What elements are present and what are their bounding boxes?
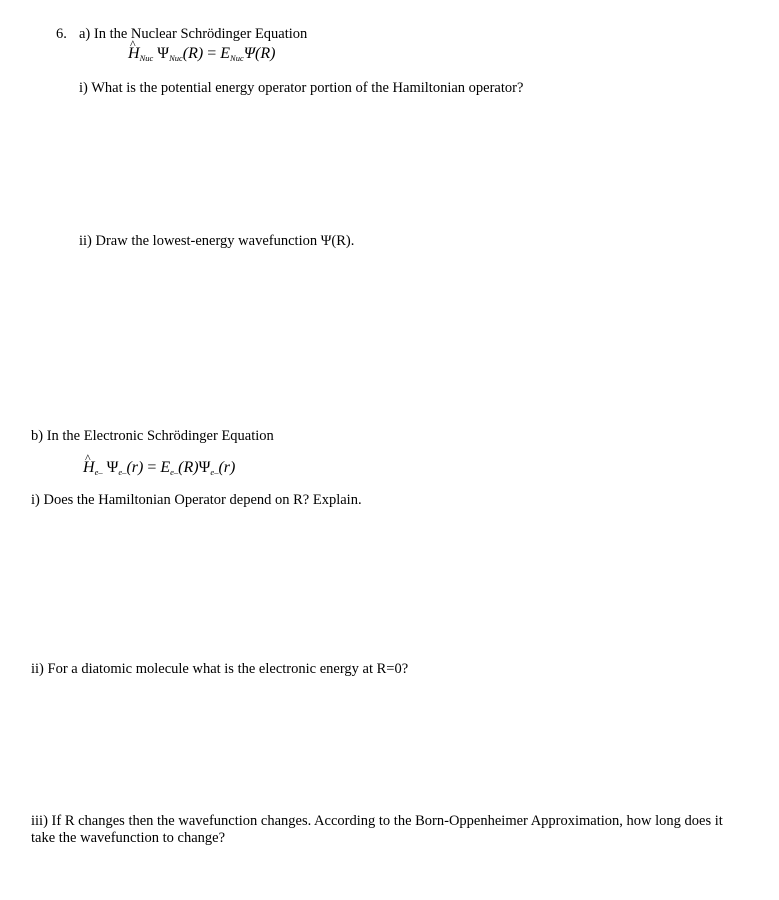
psi-rhs-subscript: e– — [210, 467, 219, 477]
rhs-wavefunction: Ψ(R) — [243, 45, 276, 62]
equals-sign: = — [203, 45, 221, 62]
energy-argument: (R) — [178, 459, 199, 476]
energy-symbol: E — [160, 459, 171, 476]
psi-symbol: Ψ — [157, 45, 170, 62]
rhs-argument: (r) — [218, 459, 236, 476]
psi-subscript: Nuc — [169, 53, 183, 63]
part-b-heading: b) In the Electronic Schrödinger Equation — [31, 428, 274, 444]
part-b-question-i: i) Does the Hamiltonian Operator depend on R? Explain. — [31, 492, 362, 508]
lhs-argument: (R) — [182, 45, 204, 62]
part-a-question-i: i) What is the potential energy operator portion of the Hamiltonian operator? — [79, 80, 524, 96]
psi-symbol: Ψ — [106, 459, 119, 476]
energy-subscript: e– — [170, 467, 179, 477]
question-number: 6. — [56, 26, 67, 42]
hamiltonian-operator: ^ H — [83, 459, 95, 477]
nuclear-schrodinger-equation — [128, 45, 275, 63]
equals-sign: = — [143, 459, 161, 476]
psi-subscript: e– — [118, 467, 127, 477]
electronic-schrodinger-equation — [83, 459, 235, 477]
part-b-question-ii: ii) For a diatomic molecule what is the electronic energy at R=0? — [31, 661, 409, 677]
energy-symbol: E — [220, 45, 231, 62]
lhs-argument: (r) — [126, 459, 144, 476]
hamiltonian-subscript: Nuc — [139, 53, 154, 63]
hamiltonian-subscript: e– — [94, 467, 103, 477]
part-b-question-iii: iii) If R changes then the wavefunction changes. According to the Born-Oppenheimer Approximation, how long does it take the wavefunction to change? — [31, 813, 723, 846]
hamiltonian-operator: ^ H — [128, 45, 140, 63]
energy-subscript: Nuc — [230, 53, 244, 63]
psi-symbol-rhs: Ψ — [198, 459, 211, 476]
part-a-question-ii: ii) Draw the lowest-energy wavefunction Ψ(R). — [79, 233, 355, 249]
part-a-heading: a) In the Nuclear Schrödinger Equation — [79, 26, 308, 42]
